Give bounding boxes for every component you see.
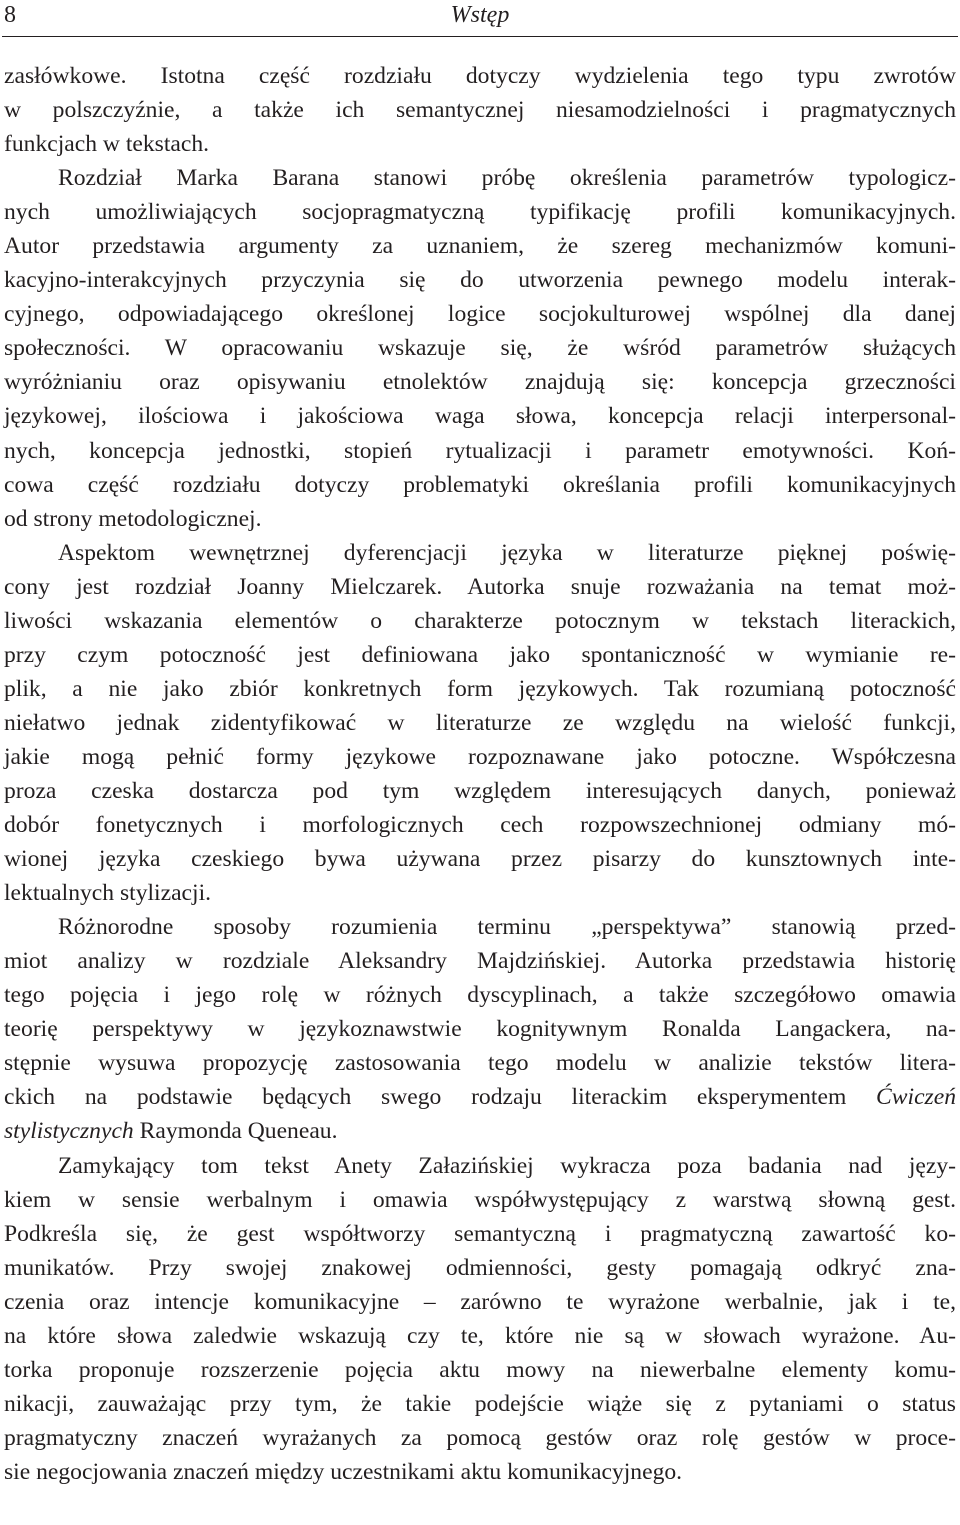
- text-line: liwości wskazania elementów o charakterze potocznym w tekstach literackich,: [4, 607, 956, 634]
- text-line: stylistycznych Raymonda Queneau.: [4, 1118, 338, 1145]
- text-line: wyróżnianiu oraz opisywaniu etnolektów znajdują się: koncepcja grzeczności: [4, 369, 956, 396]
- text-line: munikatów. Przy swojej znakowej odmienności, gesty pomagają odkryć zna-: [4, 1254, 956, 1281]
- page-number: 8: [4, 2, 16, 28]
- running-title: Wstęp: [450, 2, 510, 28]
- text-line: zasłówkowe. Istotna część rozdziału dotyczy wydzielenia tego typu zwrotów: [4, 63, 956, 89]
- text-line: proza czeska dostarcza pod tym względem interesujących danych, ponieważ: [4, 777, 956, 804]
- paragraph-start-line: Zamykający tom tekst Anety Załazińskiej wykracza poza badania nad języ-: [58, 1152, 956, 1179]
- text-line: torka proponuje rozszerzenie pojęcia aktu mowy na niewerbalne elementy komu-: [4, 1356, 956, 1383]
- text-line: kacyjno-interakcyjnych przyczynia się do utworzenia pewnego modelu interak-: [4, 267, 956, 294]
- text-line: stępnie wysuwa propozycję zastosowania tego modelu w analizie tekstów litera-: [4, 1050, 956, 1077]
- text-line: miot analizy w rozdziale Aleksandry Majdzińskiej. Autorka przedstawia historię: [4, 948, 956, 975]
- italic-title: Ćwiczeń: [876, 1084, 956, 1111]
- text-line: Autor przedstawia argumenty za uznaniem, że szereg mechanizmów komuni-: [4, 233, 956, 260]
- text-line: funkcjach w tekstach.: [4, 131, 210, 158]
- text-line: czenia oraz intencje komunikacyjne – zarówno te wyrażone werbalnie, jak i te,: [4, 1288, 956, 1315]
- text-line: przy czym potoczność jest definiowana jako spontaniczność w wymianie re-: [4, 641, 956, 668]
- text-line: kiem w sensie werbalnym i omawia współwystępujący z warstwą słowną gest.: [4, 1186, 956, 1213]
- text-line: od strony metodologicznej.: [4, 505, 262, 532]
- text-line: cyjnego, odpowiadającego określonej logice socjokulturowej wspólnej dla danej: [4, 301, 956, 328]
- text-line: nych umożliwiających socjopragmatyczną typifikację profili komunikacyjnych.: [4, 199, 956, 226]
- text-line: w polszczyźnie, a także ich semantycznej niesamodzielności i pragmatycznych: [4, 97, 956, 124]
- text-line: cony jest rozdział Joanny Mielczarek. Autorka snuje rozważania na temat moż-: [4, 573, 956, 600]
- text-line: pragmatyczny znaczeń wyrażanych za pomocą gestów oraz rolę gestów w proce-: [4, 1424, 956, 1451]
- text-line: językowej, ilościowa i jakościowa waga słowa, koncepcja relacji interpersonal-: [4, 403, 956, 430]
- text-line: teorię perspektywy w językoznawstwie kognitywnym Ronalda Langackera, na-: [4, 1016, 956, 1043]
- text-line: jakie mogą pełnić formy językowe rozpoznawane jako potoczne. Współczesna: [4, 743, 956, 770]
- running-header: [2, 0, 958, 37]
- text-line: cowa część rozdziału dotyczy problematyki określania profili komunikacyjnych: [4, 471, 956, 498]
- text-line: lektualnych stylizacji.: [4, 880, 212, 907]
- text-line: ckich na podstawie będących swego rodzaju literackim eksperymentem Ćwiczeń: [4, 1084, 956, 1111]
- text-line: nych, koncepcja jednostki, stopień rytualizacji i parametr emotywności. Koń-: [4, 437, 956, 464]
- text-line: niełatwo jednak zidentyfikować w literaturze ze względu na wielość funkcji,: [4, 709, 956, 736]
- body-text: [4, 59, 956, 1489]
- text-line: wionej języka czeskiego bywa używana przez pisarzy do kunsztownych inte-: [4, 846, 956, 873]
- text-line: sie negocjowania znaczeń między uczestnikami aktu komunikacyjnego.: [4, 1458, 683, 1485]
- paragraph-start-line: Aspektom wewnętrznej dyferencjacji języka w literaturze pięknej poświę-: [58, 539, 956, 566]
- text-line: nikacji, zauważając przy tym, że takie podejście wiąże się z pytaniami o status: [4, 1390, 956, 1417]
- italic-title: stylistycznych: [4, 1118, 134, 1145]
- paragraph-start-line: Rozdział Marka Barana stanowi próbę określenia parametrów typologicz-: [58, 165, 956, 192]
- text-line: społeczności. W opracowaniu wskazuje się, że wśród parametrów służących: [4, 335, 956, 362]
- text-line: Podkreśla się, że gest współtworzy semantyczną i pragmatyczną zawartość ko-: [4, 1220, 956, 1247]
- text-line: dobór fonetycznych i morfologicznych cech rozpowszechnionej odmiany mó-: [4, 812, 956, 839]
- text-line: tego pojęcia i jego rolę w różnych dyscyplinach, a także szczegółowo omawia: [4, 982, 956, 1009]
- text-line: plik, a nie jako zbiór konkretnych form językowych. Tak rozumianą potoczność: [4, 675, 956, 702]
- text-line: na które słowa zaledwie wskazują czy te, które nie są w słowach wyrażone. Au-: [4, 1322, 956, 1349]
- paragraph-start-line: Różnorodne sposoby rozumienia terminu „perspektywa” stanowią przed-: [58, 914, 956, 941]
